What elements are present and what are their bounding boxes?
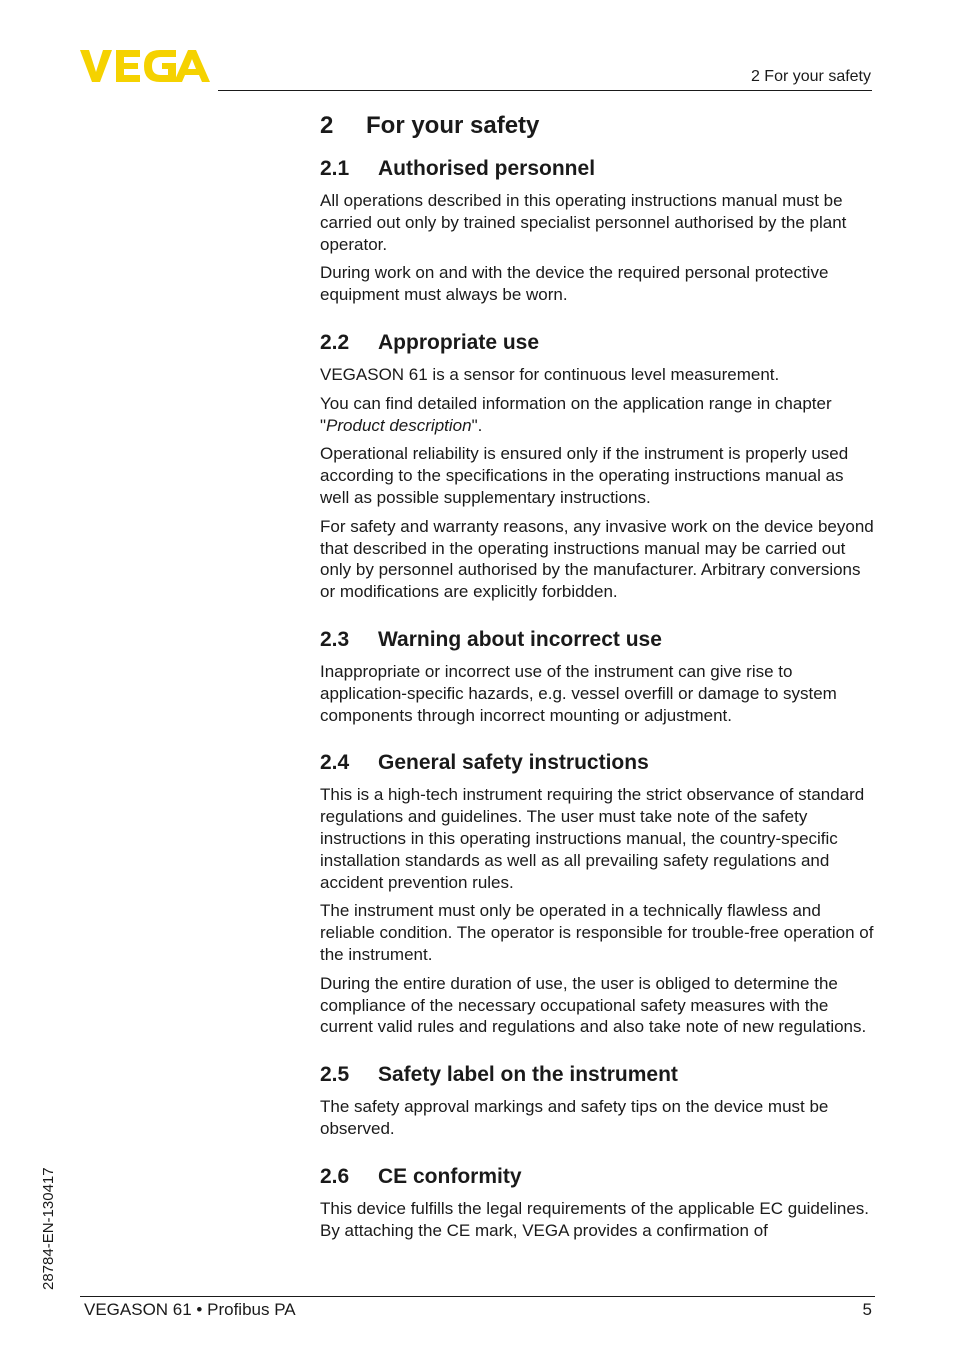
paragraph: VEGASON 61 is a sensor for continuous level measurement. bbox=[320, 364, 780, 384]
paragraph: This is a high-tech instrument requiring the strict observance of standard regulations and guidelines. The user must take note of the safety instructions in this operating instructions manual, the country-specific installation standards as well as all prevailing safety regulations and accident prevention rules. bbox=[320, 785, 865, 892]
header-rule bbox=[218, 90, 872, 91]
paragraph: Inappropriate or incorrect use of the instrument can give rise to application-specific hazards, e.g. vessel overfill or damage to system components through incorrect mounting or adjustment. bbox=[320, 661, 837, 725]
paragraph bbox=[320, 393, 876, 437]
paragraph: All operations described in this operating instructions manual must be carried out only by trained specialist personnel authorised by the plant operator. bbox=[320, 191, 847, 254]
section-title: CE conformity bbox=[378, 1164, 522, 1188]
paragraph: During work on and with the device the required personal protective equipment must always be worn. bbox=[320, 263, 829, 305]
running-head: 2 For your safety bbox=[750, 68, 871, 85]
chapter-reference: Product description bbox=[326, 415, 472, 435]
section-number: 2.4 bbox=[320, 751, 350, 775]
vega-logo bbox=[80, 48, 212, 84]
page-number: 5 bbox=[862, 1300, 872, 1319]
chapter-number: 2 bbox=[320, 112, 334, 139]
section-title: Warning about incorrect use bbox=[378, 627, 662, 651]
paragraph: Operational reliability is ensured only if the instrument is properly used according to the specifications in the operating instructions manual as well as possible supplementary instructions. bbox=[320, 444, 849, 507]
section-number: 2.1 bbox=[320, 157, 350, 180]
chapter-title: For your safety bbox=[366, 112, 540, 139]
paragraph: This device fulfills the legal requirements of the applicable EC guidelines. By attaching the CE mark, VEGA provides a confirmation of bbox=[320, 1198, 870, 1240]
chapter-heading bbox=[320, 110, 876, 142]
section-title: Appropriate use bbox=[378, 330, 540, 354]
paragraph: For safety and warranty reasons, any invasive work on the device beyond that described in the operating instructions manual may be carried out only by personnel authorised by the manufacturer. Arbitrary conversions or modifications are explicitly forbidden. bbox=[320, 516, 874, 602]
footer-product: VEGASON 61 • Profibus PA bbox=[84, 1300, 296, 1319]
section-number: 2.3 bbox=[320, 627, 350, 651]
section-heading bbox=[320, 750, 876, 776]
footer-rule bbox=[80, 1296, 875, 1297]
section-heading bbox=[320, 330, 876, 356]
section-number: 2.5 bbox=[320, 1063, 350, 1087]
section-heading bbox=[320, 1062, 876, 1088]
section-heading bbox=[320, 627, 876, 653]
section-number: 2.2 bbox=[320, 330, 350, 354]
paragraph-text: You can find detailed information on the application range in chapter " bbox=[320, 393, 832, 435]
paragraph: The instrument must only be operated in a technically flawless and reliable condition. The operator is responsible for trouble-free operation of the instrument. bbox=[320, 901, 874, 964]
paragraph-text: ". bbox=[471, 415, 483, 435]
section-title: Authorised personnel bbox=[378, 157, 596, 180]
section-title: General safety instructions bbox=[378, 751, 649, 775]
section-heading bbox=[320, 156, 876, 182]
section-number: 2.6 bbox=[320, 1164, 350, 1188]
section-title: Safety label on the instrument bbox=[378, 1063, 678, 1087]
document-code: 28784-EN-130417 bbox=[40, 1167, 57, 1290]
page-content bbox=[320, 110, 876, 1248]
paragraph: The safety approval markings and safety tips on the device must be observed. bbox=[320, 1097, 829, 1138]
paragraph: During the entire duration of use, the user is obliged to determine the compliance of the necessary occupational safety measures with the current valid rules and regulations and also take note of new regulations. bbox=[320, 973, 867, 1037]
section-heading bbox=[320, 1164, 876, 1190]
